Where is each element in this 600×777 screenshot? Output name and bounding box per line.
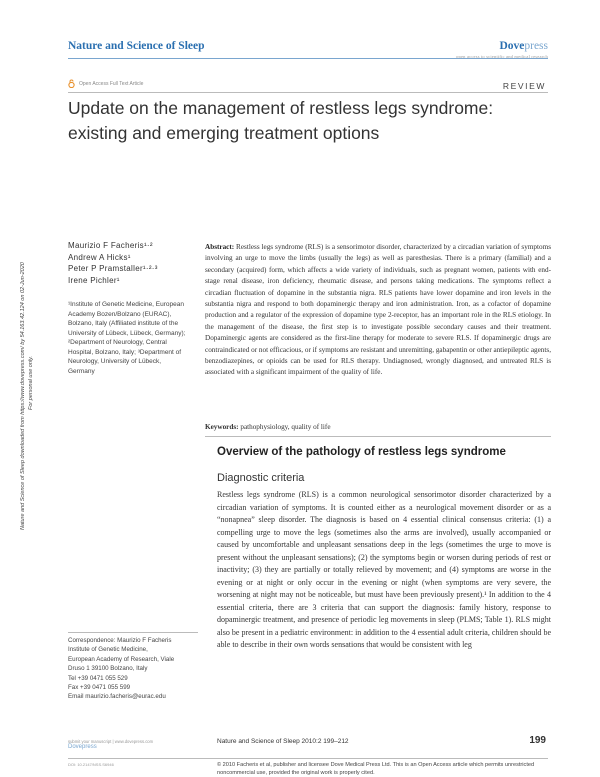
abstract-divider [205,436,551,437]
section-heading: Overview of the pathology of restless legs syndrome [217,446,506,458]
section-subheading: Diagnostic criteria [217,472,305,484]
page-number: 199 [529,735,546,746]
submit-label: submit your manuscript [68,739,112,744]
footer-submit-block [68,739,153,750]
open-access-badge [68,79,143,88]
article-type: REVIEW [502,81,546,91]
author-list [68,240,188,286]
side-note-line-1: Nature and Science of Sleep downloaded from https://www.dovepress.com/ by 54.163.42.124 on 02-Jun-2020 [20,262,26,530]
section-body: Restless legs syndrome (RLS) is a common neurological sensorimotor disorder characterized by a circadian variation of symptoms. It is counted either as a neurological movement disorder or as a “nonapnea” sleep disorder. The diagnosis is based on 4 essential clinical consensus criteria: (1) a compelling urge to move the legs (sometimes also the arms are involved), usually accompanied or caused by uncomfortable and unpleasant sensations deep in the legs (sometimes the urge to move is present without the unpleasant sensations); (2) the symptoms begin or worsen during periods of rest or inactivity; (3) they are partially or totally relieved by movement; and (4) symptoms are worse in the evening or at night or only occur in the evening or night (when symptoms are very severe, the worsening at night may not be noticeable, but must have been previously present).¹ In addition to the 4 essential criteria, there are 3 criteria that can support the diagnosis: family history, response to dopaminergic treatment, and presence of periodic leg movements in sleep (PLMS; Table 1). RLS might also be present in a pediatric environment: in addition to the 4 essential adult criteria, children should be able to describe in their own words sensations that would be consistent with leg [217,490,551,649]
copyright-notice: © 2010 Facheris et al, publisher and licensee Dove Medical Press Ltd. This is an Open Access article which permits unrestricted noncommercial use, provided the original work is properly cited. [217,762,535,776]
header-divider [68,58,548,59]
correspondence-line: Correspondence: Maurizio F Facheris [68,637,172,644]
footer-divider [68,758,548,759]
footer-journal-ref: Nature and Science of Sleep 2010:2 199–212 [217,738,349,745]
author-name: Peter P Pramstaller¹·²·³ [68,264,158,273]
submit-url: www.dovepress.com [114,739,154,744]
abstract-text: Restless legs syndrome (RLS) is a sensorimotor disorder, characterized by a circadian variation of symptoms involving an urge to move the limbs (usually the legs) as well as paresthesias. There is a primary (familial) and a secondary (acquired) form, which affects a wide variety of individuals, such as pregnant women, patients with end-stage renal disease, iron deficiency, rheumatic disease, and persons taking medications. The symptoms reflect a circadian fluctuation of dopamine in the substantia nigra. RLS patients have lower dopamine and iron levels in the substantia nigra and respond to both dopaminergic therapy and iron administration. Iron, as a cofactor of dopamine production and a regulator of the expression of dopamine type 2-receptor, has an important role in the RLS etiology. In the management of the disease, the first step is to investigate possible secondary causes and their treatment. Dopaminergic agents are considered as the first-line therapy for moderate to severe RLS. If dopaminergic drugs are contraindicated or not efficacious, or if symptoms are resistant and unremitting, gabapentin or other antiepileptic agents, benzodiazepines, or opioids can be used for RLS therapy. Undiagnosed, wrongly diagnosed, and untreated RLS is associated with a significant impairment of the quality of life. [205,243,551,377]
publisher-block [456,40,548,59]
keywords-text: pathophysiology, quality of life [238,423,331,431]
affiliation-text: ¹Institute of Genetic Medicine, European Academy Bozen/Bolzano (EURAC), Bolzano, Italy (Affiliated institute of the University of Lübeck, Lübeck, Germany); ²Department of Neurology, Central Hospital, Bolzano, Italy; ³Department of Neurology, University of Lübeck, Germany [68,301,186,375]
correspondence-line: European Academy of Research, Viale [68,655,175,663]
open-access-lock-icon [68,79,75,88]
footer-doi[interactable]: DOI: 10.2147/NSS.S6946 [68,762,114,767]
keywords-label: Keywords: [205,423,239,431]
correspondence-line: Druso 1 39100 Bolzano, Italy [68,665,148,673]
author-name: Maurizio F Facheris¹·² [68,241,153,250]
download-side-note [7,130,39,530]
article-title: Update on the management of restless legs syndrome: existing and emerging treatment options [68,98,494,143]
publisher-tagline: open access to scientific and medical research [456,54,548,59]
abstract-label: Abstract: [205,243,235,251]
footer-publisher-logo[interactable] [68,744,153,750]
publisher-logo-bold: Dove [499,40,525,52]
author-name: Irene Pichler¹ [68,275,120,285]
footer-logo-light: press [82,744,97,750]
correspondence-line: Institute of Genetic Medicine, [68,646,148,654]
title-divider [68,92,548,93]
affiliations [68,300,188,379]
submit-manuscript-link[interactable]: submit your manuscript | www.dovepress.com [68,739,154,744]
keywords [205,422,551,433]
footer-logo-bold: Dove [68,744,83,750]
correspondence-line: Fax +39 0471 055 599 [68,684,131,692]
side-note-line-2: For personal use only. [28,355,34,410]
correspondence-block [68,632,198,702]
correspondence-email[interactable]: Email maurizio.facheris@eurac.edu [68,693,166,701]
journal-name: Nature and Science of Sleep [68,40,205,52]
publisher-logo[interactable] [456,40,548,52]
correspondence-line: Tel +39 0471 055 529 [68,674,128,682]
author-name: Andrew A Hicks¹ [68,252,131,262]
publisher-logo-light: press [524,40,548,52]
abstract [205,242,551,379]
open-access-label: Open Access Full Text Article [79,80,144,87]
